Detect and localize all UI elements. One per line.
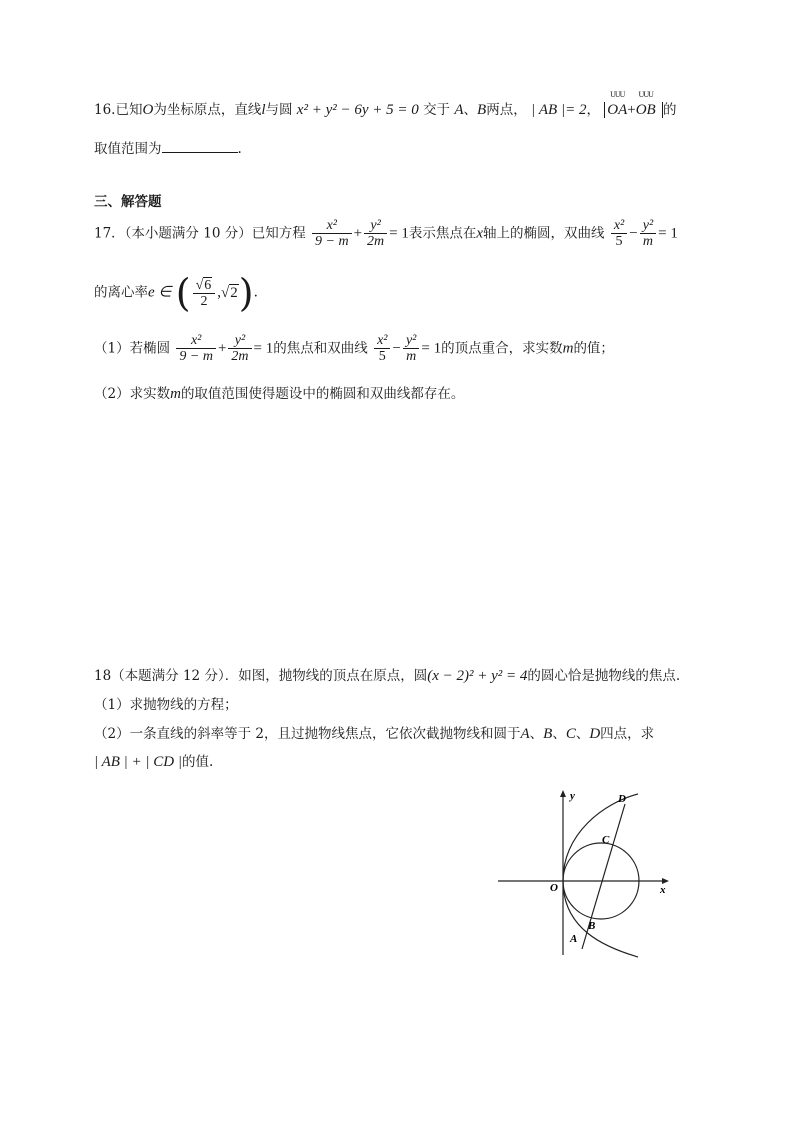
q17-line-2: 的离心率e ∈ ( $\frac{√6}{2}$ ,√2). [94,271,258,315]
q16-line-2: 取值范围为 . [94,141,242,157]
q17-part-2: （2）求实数m的取值范围使得题设中的椭圆和双曲线都存在。 [94,386,465,402]
label-b: B [588,920,596,932]
q17-part-1: （1）若椭圆 $\frac{\text{x²}}{9 - m}$ + $\frac{\text{y²}}{2m}$ = 1的焦点和双曲线 $\frac{\text{x²}}{5}$ − $\frac{\text{y²}}{m}$ = 1的顶点重合，求实数m的值； [94,333,614,364]
parabola-circle-figure [494,787,674,962]
q16-line-1: 16.已知O为坐标原点，直线l与圆 x² + y² − 6y + 5 = 0 交于 A、B两点， | AB |= 2， UUU OA+ UUU OB 的 [94,90,677,118]
label-a: A [570,933,578,945]
ab-length-condition: | AB |= 2 [531,102,587,118]
label-d: D [618,793,626,805]
q18-circle-equation: (x − 2)² + y² = 4 [427,668,528,684]
label-x: x [660,884,666,896]
ellipse-fraction-x: $\frac{\text{x²}}{9 - m}$ [312,218,352,250]
label-c: C [602,834,610,846]
eccentricity-upper: √2 [221,284,238,301]
vector-sum-abs: UUU OA+ UUU OB [604,102,663,118]
q18-part-1: （1）求抛物线的方程； [94,697,238,713]
hyperbola-fraction-x: $\frac{\text{x²}}{5}$ [611,218,627,250]
label-o: O [550,882,558,894]
vector-oa: UUU OA [607,90,628,118]
eccentricity-lower: $\frac{√6}{2}$ [193,277,216,310]
q17-line-1: 17．（本小题满分 10 分）已知方程 $\frac{\text{x²}}{9 - m}$ + $\frac{\text{y²}}{2m}$ = 1表示焦点在x轴上的椭圆，双曲线 $\frac{\text{x²}}{5}$ − $\frac{\text{y²}}{m}$ = 1 [94,218,678,249]
vector-ob: UUU OB [635,90,656,118]
q18-part-2-cont: | AB | + | CD |的值. [94,754,214,770]
answer-blank[interactable] [162,140,238,153]
label-y: y [570,790,575,802]
circle-equation: x² + y² − 6y + 5 = 0 [296,102,419,118]
q18-part-2: （2）一条直线的斜率等于 2，且过抛物线焦点，它依次截抛物线和圆于A、B、C、D四点，求 [94,726,655,742]
q18-line-1: 18（本题满分 12 分）．如图，抛物线的顶点在原点，圆(x − 2)² + y² = 4的圆心恰是抛物线的焦点. [94,668,681,684]
section-title: 三、解答题 [94,194,162,210]
y-axis-arrow [560,790,566,797]
hyperbola-fraction-y: $\frac{\text{y²}}{m}$ [640,218,656,250]
ellipse-fraction-y: $\frac{\text{y²}}{2m}$ [364,218,387,250]
